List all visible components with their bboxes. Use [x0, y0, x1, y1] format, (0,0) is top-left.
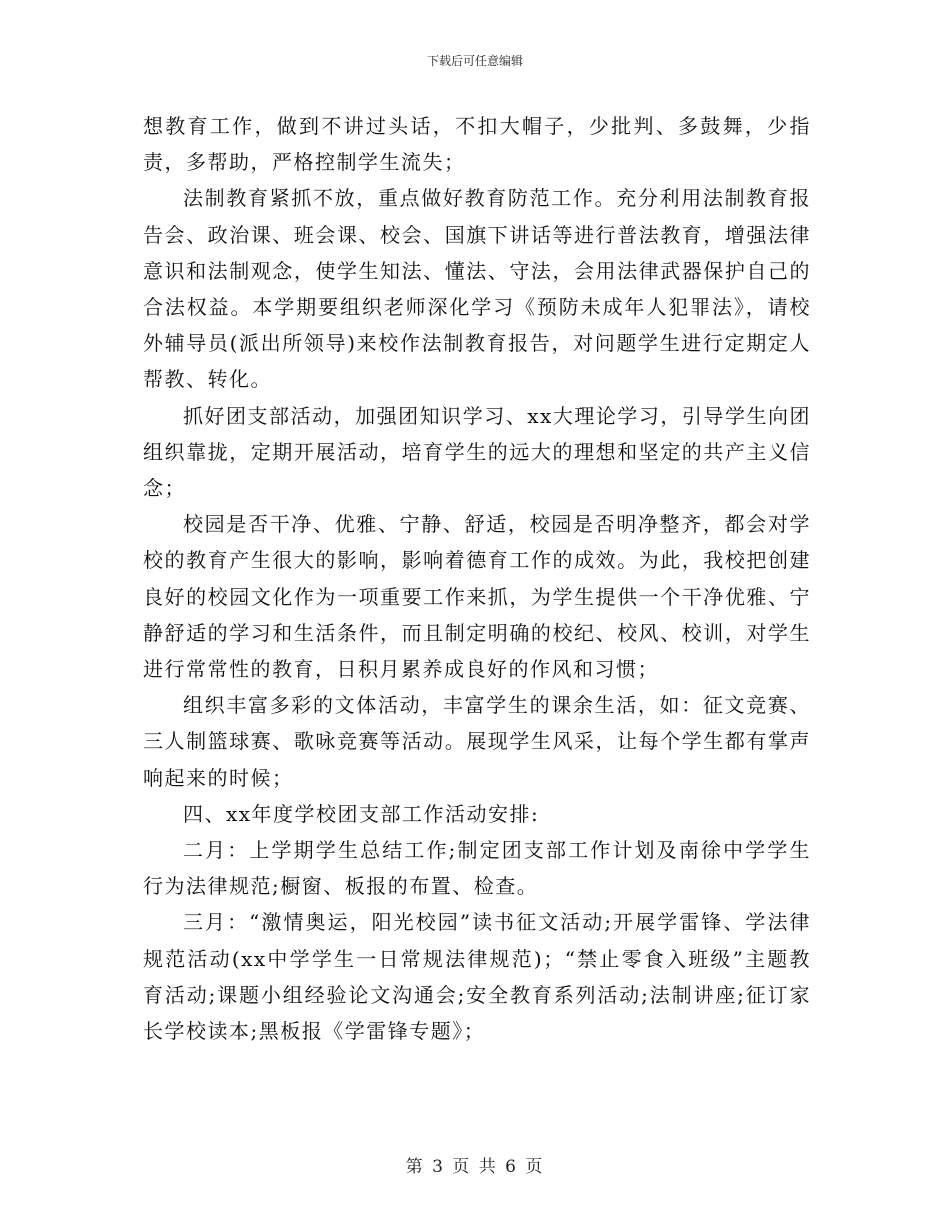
- paragraph-4: 校园是否干净、优雅、宁静、舒适，校园是否明净整齐，都会对学校的教育产生很大的影响，影响着德育工作的成效。为此，我校把创建良好的校园文化作为一项重要工作来抓，为学生提供一个干净优雅、宁静舒适的学习和生活条件，而且制定明确的校纪、校风、校训，对学生进行常常性的教育，日积月累养成良好的作风和习惯；: [143, 512, 811, 682]
- section-heading: 四、xx年度学校团支部工作活动安排:: [183, 801, 540, 826]
- document-body: [143, 108, 811, 1049]
- paragraph-march: 三月：“激情奥运，阳光校园”读书征文活动;开展学雷锋、学法律规范活动(xx中学学生一日常规法律规范)；“禁止零食入班级”主题教育活动;课题小组经验论文沟通会;安全教育系列活动;法制讲座;征订家长学校读本;黑板报《学雷锋专题》；: [143, 910, 811, 1044]
- paragraph-1: 想教育工作，做到不讲过头话，不扣大帽子，少批判、多鼓舞，少指责，多帮助，严格控制学生流失；: [143, 114, 811, 175]
- page-footer: 第 3 页 共 6 页: [405, 1157, 545, 1177]
- page-header: 下载后可任意编辑: [426, 54, 523, 68]
- paragraph-2: 法制教育紧抓不放，重点做好教育防范工作。充分利用法制教育报告会、政治课、班会课、校会、国旗下讲话等进行普法教育，增强法律意识和法制观念，使学生知法、懂法、守法，会用法律武器保护自己的合法权益。本学期要组织老师深化学习《预防未成年人犯罪法》，请校外辅导员(派出所领导)来校作法制教育报告，对问题学生进行定期定人帮教、转化。: [143, 186, 811, 392]
- paragraph-5: 组织丰富多彩的文体活动，丰富学生的课余生活，如：征文竞赛、三人制篮球赛、歌咏竞赛等活动。展现学生风采，让每个学生都有掌声响起来的时候；: [143, 693, 811, 790]
- paragraph-3: 抓好团支部活动，加强团知识学习、xx大理论学习，引导学生向团组织靠拢，定期开展活动，培育学生的远大的理想和坚定的共产主义信念；: [143, 403, 811, 501]
- paragraph-february: 二月：上学期学生总结工作;制定团支部工作计划及南徐中学学生行为法律规范;橱窗、板报的布置、检查。: [143, 838, 811, 899]
